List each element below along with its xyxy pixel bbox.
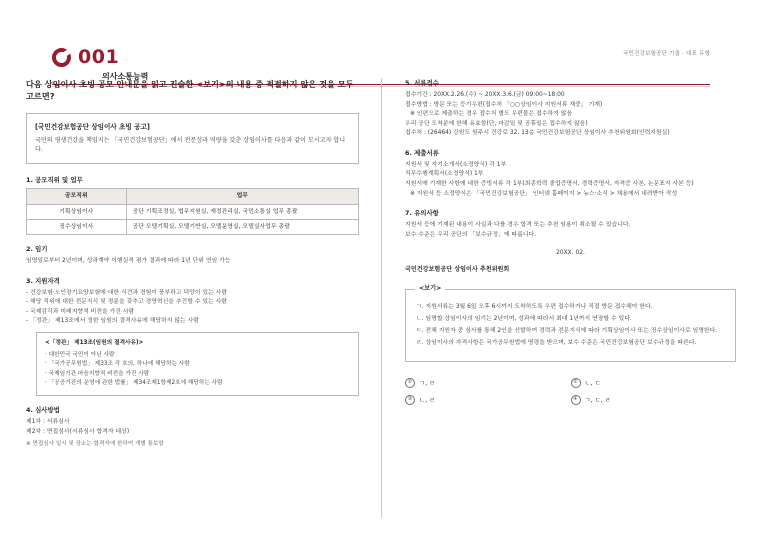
right-column [381,78,736,518]
table-row [27,204,359,219]
section-evaluation-title: 4. 심사방법 [26,406,60,415]
table-cell-position: 기획상임이사 [27,204,127,219]
choice-label: ㄱ, ㄹ [419,380,436,388]
section-submission [405,78,736,139]
bogi-item: ㄷ. 전체 지원자 중 심사를 통해 2인을 선발하여 경력과 전문지식에 따라 기획상임이사 또는 징수상임이사로 임명한다. [416,328,718,335]
list-item: - 건강보험·노인장기요양보험에 대한 식견과 경험이 풍부하고 덕망이 있는 사람 [26,289,228,296]
section-documents [405,148,736,199]
list-item: 접수방법 : 방문 또는 등기우편(접수처 「○○상임이사 지원서류 재중」 기재) [405,101,603,108]
section-qualification [26,276,359,396]
passage-box [26,113,359,165]
list-item: 지원서 등에 기재된 내용이 사실과 다를 경우 합격 또는 추천 임용이 취소될 수 있습니다. [405,222,631,229]
bogi-section [405,285,736,362]
section-positions [26,175,359,235]
table-cell-position: 징수상임이사 [27,219,127,234]
answer-choices [405,378,736,412]
choice-number: ② [571,378,581,388]
section-term-title: 2. 임기 [26,245,48,254]
content-columns [26,78,736,518]
section-term-body: 임명일로부터 2년이며, 성과계약 이행실적 평가 결과에 따라 1년 단위 연임 가능 [26,258,231,265]
list-item: 보수 수준은 우리 공단의 「보수규정」에 따릅니다. [405,231,537,238]
question-number-block [52,48,119,67]
section-evaluation-note: ※ 면접심사 일시 및 장소는 합격자에 한하여 개별 통보함 [26,441,164,448]
table-header-duty: 업무 [126,189,358,204]
disqualification-title: <「정관」 제13조(임원의 결격사유)> [45,339,144,346]
list-item: 접수기간 : 20XX.2.26.(수) ~ 20XX.3.6.(금) 09:00~18:00 [405,92,565,98]
question-stem: 다음 상임이사 초빙 공모 안내문을 읽고 진술한 <보기>의 내용 중 적절하지 않은 것을 모두 고르면? [26,79,354,102]
list-item: 직무수행계획서(소정양식) 1부 [405,171,484,178]
passage-body: 국민의 평생건강을 책임지는 「국민건강보험공단」에서 전문성과 역량을 갖춘 상임이사를 다음과 같이 모시고자 합니다. [35,136,346,154]
passage-title: [국민건강보험공단 상임이사 초빙 공고] [35,122,150,131]
page-header [26,22,736,81]
section-evaluation-body [26,418,359,437]
section-positions-title: 1. 공모직위 및 업무 [26,176,83,185]
table-header-row [27,189,359,204]
positions-table [26,188,359,235]
section-submission-title: 5. 서류접수 [405,79,439,87]
list-item: 지원서에 기재한 사항에 대한 증빙서류 각 1부(최종학력 졸업증명서, 경력증명서, 자격증 사본, 논문표지 사본 등) [405,180,694,187]
list-item: - 「정관」 제13조에서 정한 임원의 결격사유에 해당하지 않는 사람 [26,318,199,325]
table-cell-duty: 공단 모델기획실, 모델기반실, 모델운영실, 모델실사업무 총괄 [126,219,358,234]
table-row [27,219,359,234]
bogi-item: ㄴ. 임명할 상임이사의 임기는 2년이며, 성과에 따라서 최대 1년까지 연장할 수 있다. [416,316,632,323]
bogi-label: <보기> [415,283,445,292]
choice-number: ① [405,378,415,388]
answer-choice-2[interactable] [571,378,737,388]
section-submission-body [405,91,736,139]
section-qualification-title: 3. 지원자격 [26,276,60,285]
section-documents-body [405,161,736,199]
circle-logo-icon [52,48,71,67]
bogi-item: ㄹ. 상임이사의 자격사항은 국가공무원법에 명령을 받으며, 보수 수준은 국민건강보험공단 보수규정을 따른다. [416,339,697,346]
list-item: 지원서 및 자기소개서(소정양식) 각 1부 [405,161,507,168]
table-header-position: 공모직위 [27,189,127,204]
bogi-box [405,289,736,362]
choice-number: ③ [405,395,415,405]
section-notice-body [405,221,736,240]
list-item: ※ 지원서 등 소정양식은 「국민건강보험공단」 인터넷 홈페이지 > 뉴스·소식 > 채용에서 내려받아 작성 [410,190,678,197]
header-right-label: 국민건강보험공단 기출 · 대표 유형 [623,51,710,57]
answer-choice-4[interactable] [571,395,737,405]
section-notice-title: 7. 유의사항 [405,209,439,218]
list-item: - 해당 직위에 대한 전문지식 및 경륜을 갖추고 경영혁신을 추진할 수 있는 사람 [26,299,227,306]
section-qualification-body [26,289,359,327]
question-category: 의사소통능력 [102,72,149,81]
section-term [26,244,359,267]
list-item: 제1차 : 서류심사 [26,419,70,426]
disqualification-box [36,332,359,396]
answer-choice-3[interactable] [405,395,571,405]
section-notice [405,208,736,240]
list-item: · 「국가공무원법」 제33조 각 호의, 하나에 해당하는 사람 [45,361,190,368]
answer-choice-1[interactable] [405,378,571,388]
question-number: 001 [78,46,120,68]
notice-date: 20XX. 02. [556,250,585,257]
section-evaluation [26,405,359,449]
choice-number: ④ [571,395,581,405]
list-item: · 대한민국 국민이 아닌 사람 [45,352,115,359]
list-item: 우리 공단 도착분에 한해 유효함(단, 마감일 및 공휴일은 접수하지 않음) [405,120,588,127]
section-documents-title: 6. 제출서류 [405,148,439,157]
list-item: 제2차 : 면접심사(서류심사 합격자 대상) [26,428,130,435]
choice-label: ㄴ, ㄷ [584,380,601,388]
list-item: - 국제감각과 미래지향적 비전을 가진 사람 [26,308,135,315]
table-cell-duty: 공단 기획조정실, 법무지원실, 재정관리실, 국민소통실 업무 총괄 [126,204,358,219]
left-column [26,78,381,518]
choice-label: ㄴ, ㄹ [419,397,436,405]
choice-label: ㄱ, ㄷ, ㄹ [584,397,611,405]
notice-organization: 국민건강보험공단 상임이사 추천위원회 [405,266,510,274]
list-item: 접수처 : (26464) 강원도 원주시 건강로 32, 13층 국민건강보험공단 상임이사 추천위원회(인력지원실) [405,130,670,137]
list-item: · 「공공기관의 운영에 관한 법률」 제34조제1항제2호에 해당하는 사람 [45,379,223,386]
list-item: ※ 인편으로 제출하는 경우 접수처 별도 우편물은 접수하지 않음 [410,111,573,118]
bogi-item: ㄱ. 지원서류는 3월 6일 오후 6시까지 도착하도록 우편 접수하거나 직접 방문 접수해야 한다. [416,304,653,311]
list-item: · 국제임기관 마음지향적 비전을 가진 사람 [45,370,150,377]
